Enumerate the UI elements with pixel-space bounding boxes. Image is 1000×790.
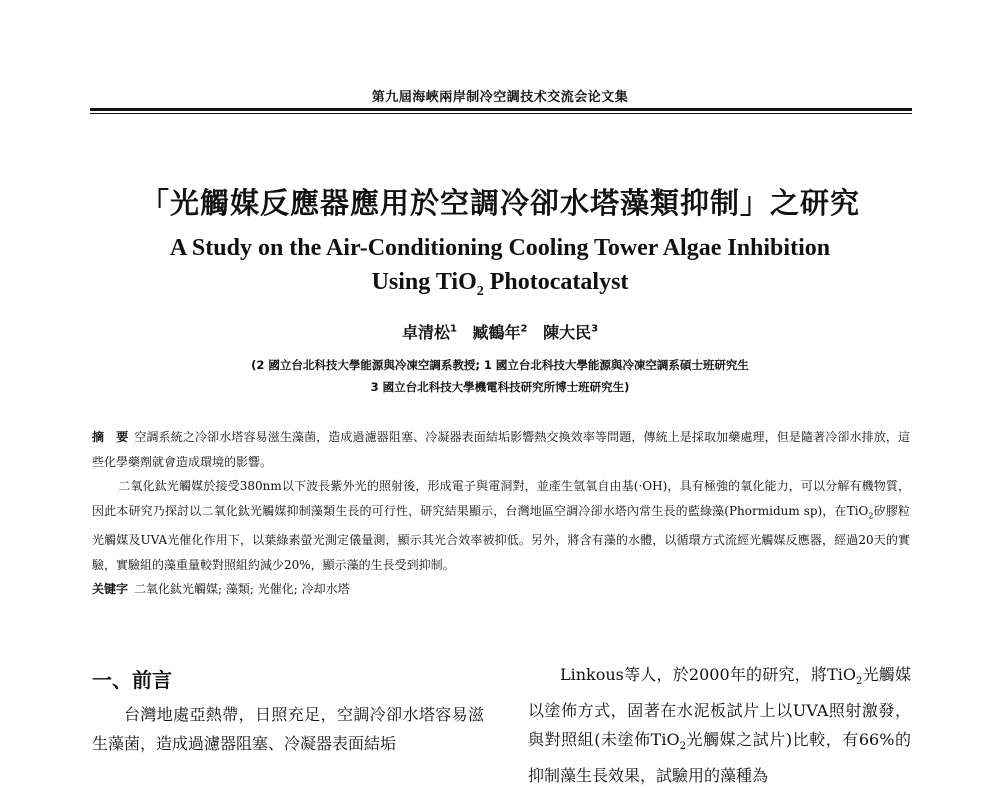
- affiliations: [0, 354, 1000, 398]
- right-subscript-1: 2: [855, 676, 863, 688]
- paper-title-english: [0, 231, 1000, 309]
- right-text-b: 光觸媒以塗佈方式，固著在水泥板試片上以UVA照射激發，與對照組(未塗佈TiO: [528, 665, 911, 750]
- right-text-a: Linkous等人，於2000年的研究，將TiO: [560, 665, 856, 684]
- title-english-line2-post: Photocatalyst: [483, 269, 629, 295]
- keywords-text: 二氧化鈦光觸媒; 藻類; 光催化; 冷却水塔: [134, 582, 350, 597]
- abstract: [92, 425, 910, 602]
- title-english-line1: A Study on the Air-Conditioning Cooling Tower Algae Inhibition: [169, 235, 831, 261]
- affiliation-line-1: (2 國立台北科技大學能源與冷凍空調系教授; 1 國立台北科技大學能源與冷凍空調系碩士班研究生: [251, 358, 749, 372]
- keywords-label: 关键字: [92, 582, 129, 597]
- title-english-line2: [0, 265, 1000, 309]
- title-english-line2-pre: Using TiO: [371, 269, 477, 295]
- abstract-text-2b: 矽膠粒光觸媒及UVA光催化作用下，以葉綠素螢光測定儀量測，顯示其光合效率被抑低。另外，將含有藻的水體，以循環方式流經光觸媒反應器，經過20天的實驗，實驗組的藻重量較對照組約減少20%，顯示藻的生長受到抑制。: [92, 503, 910, 572]
- running-header: 第九屆海峽兩岸制冷空調技术交流会论文集: [371, 90, 629, 105]
- abstract-subscript: 2: [868, 510, 874, 520]
- author-name: 卓清松: [401, 323, 450, 342]
- affiliation-line-2: 3 國立台北科技大學機電科技研究所博士班研究生): [370, 380, 630, 394]
- author-2: [473, 323, 528, 342]
- abstract-label: 摘 要: [92, 430, 129, 444]
- left-column: [92, 700, 484, 758]
- author-3: [543, 323, 598, 342]
- right-column: [528, 660, 911, 790]
- author-list: [0, 320, 1000, 343]
- author-1: [402, 323, 457, 342]
- right-subscript-2: 2: [679, 741, 686, 753]
- author-mark: 2: [520, 323, 528, 335]
- abstract-paragraph-1: [92, 425, 910, 474]
- author-mark: 1: [449, 323, 457, 335]
- abstract-text-1: 空調系統之冷卻水塔容易滋生藻菌，造成過濾器阻塞、冷凝器表面結垢影響熱交換效率等問題，傳統上是採取加藥處理，但是隨著冷卻水排放，這些化學藥劑就會造成環境的影響。: [92, 430, 910, 469]
- abstract-text-2a: 二氧化鈦光觸媒於接受380nm以下波長紫外光的照射後，形成電子與電洞對，並產生氫氧自由基(·OH)，具有極強的氧化能力，可以分解有機物質，因此本研究乃探討以二氧化鈦光觸媒抑制藻類生長的可行性，研究結果顯示，台灣地區空調冷卻水塔內常生長的藍綠藻(Phormidum sp)，在TiO: [92, 479, 910, 518]
- paper-title-chinese: 「光觸媒反應器應用於空調冷卻水塔藻類抑制」之研究: [139, 186, 860, 220]
- author-name: 臧鶴年: [472, 323, 521, 342]
- abstract-paragraph-2: [92, 474, 910, 577]
- right-column-paragraph: [528, 660, 911, 790]
- left-column-paragraph: 台灣地處亞熱帶，日照充足，空調冷卻水塔容易滋生藻菌，造成過濾器阻塞、冷凝器表面結垢: [92, 705, 484, 753]
- section-heading: 一、前言: [92, 668, 172, 692]
- keywords: [92, 577, 910, 602]
- header-rule: [90, 108, 912, 114]
- right-text-c: 光觸媒之試片)比較，有66%的抑制藻生長效果，試驗用的藻種為: [528, 730, 911, 786]
- author-name: 陳大民: [543, 323, 592, 342]
- title-english-subscript: 2: [476, 283, 484, 299]
- author-mark: 3: [591, 323, 599, 335]
